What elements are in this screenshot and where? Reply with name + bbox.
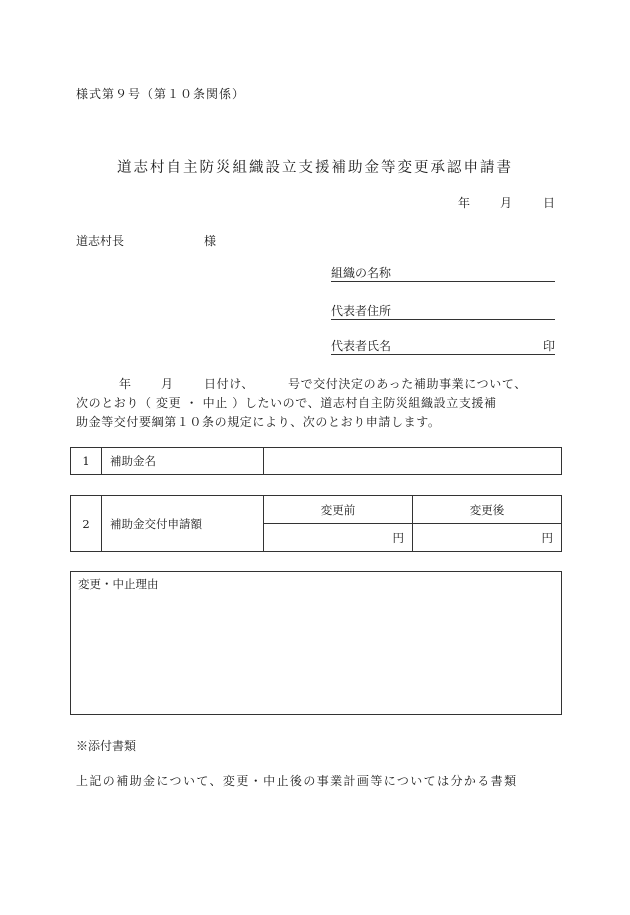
after-change-header: 変更後 [413, 496, 562, 524]
before-change-amount: 円 [264, 524, 413, 552]
reason-label: 変更・中止理由 [78, 577, 159, 591]
org-name-field [331, 264, 555, 282]
document-title: 道志村自主防災組織設立支援補助金等変更承認申請書 [117, 160, 513, 176]
body-year: 年 [119, 377, 132, 391]
row-number: 2 [71, 496, 102, 552]
body-day: 日付け、 [204, 377, 254, 391]
before-change-header: 変更前 [264, 496, 413, 524]
attachments-text: 上記の補助金について、変更・中止後の事業計画等については分かる書類 [76, 774, 518, 788]
date-month-label: 月 [500, 196, 513, 210]
body-line-2: 次のとおり（ 変更 ・ 中止 ）したいので、道志村自主防災組織設立支援補 [76, 396, 497, 410]
org-name-label: 組織の名称 [331, 266, 392, 280]
rep-name-label: 代表者氏名 [331, 339, 392, 353]
subsidy-name-label: 補助金名 [102, 448, 264, 475]
reason-box [70, 571, 562, 715]
body-month: 月 [161, 377, 174, 391]
subsidy-name-value [264, 448, 562, 475]
body-line-3: 助金等交付要綱第１０条の規定により、次のとおり申請します。 [76, 415, 441, 429]
addressee-name: 道志村長 [76, 234, 125, 248]
addressee-honorific: 様 [204, 234, 217, 248]
application-amount-label: 補助金交付申請額 [102, 496, 264, 552]
body-decision-text: 号で交付決定のあった補助事業について、 [288, 377, 527, 391]
form-number: 様式第９号（第１０条関係） [76, 87, 246, 101]
subsidy-name-table [70, 447, 562, 475]
rep-name-field [331, 337, 555, 355]
rep-address-field [331, 302, 555, 320]
row-number: 1 [71, 448, 102, 475]
after-change-amount: 円 [413, 524, 562, 552]
date-year-label: 年 [458, 196, 471, 210]
application-amount-table [70, 495, 562, 552]
attachments-title: ※添付書類 [76, 739, 137, 753]
seal-label: 印 [542, 339, 555, 353]
date-day-label: 日 [543, 196, 556, 210]
rep-address-label: 代表者住所 [331, 304, 392, 318]
